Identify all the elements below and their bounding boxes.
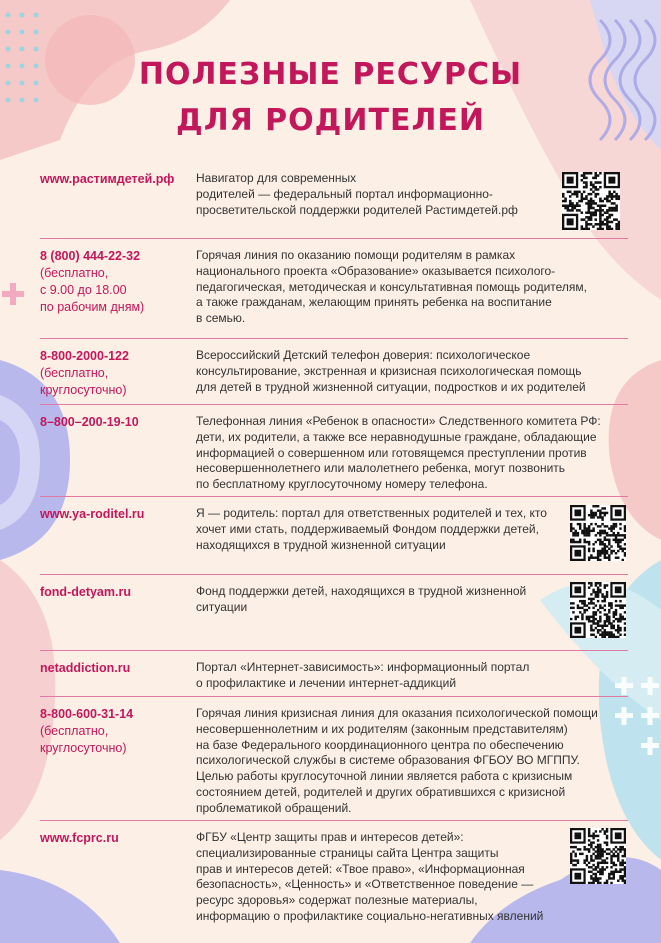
divider	[40, 820, 628, 821]
divider	[40, 696, 628, 697]
resource-phone-parents-hotline[interactable]: 8 (800) 444-22-32	[40, 249, 141, 263]
resource-description: Всероссийский Детский телефон доверия: психологическое консультирование, экстренная и кризисная психологическая помощь для детей в трудной жизненной ситуации, подростков и их родителей	[196, 348, 586, 394]
divider	[40, 574, 628, 575]
resource-description: Навигатор для современных родителей — федеральный портал информационно- просветительской поддержки родителей Растимдетей.рф	[196, 171, 518, 217]
resource-description: Фонд поддержки детей, находящихся в трудной жизненной ситуации	[196, 584, 527, 614]
resource-description: Телефонная линия «Ребенок в опасности» Следственного комитета РФ: дети, их родители, а также все неравнодушные граждане, обладающие информацией о совершенном или готовящемся преступлении против несовершеннолетнего или малолетнего ребенка, могут позвонить по бесплатному круглосуточному номеру телефона.	[196, 414, 601, 492]
resource-description: Я — родитель: портал для ответственных родителей и тех, кто хочет ими стать, поддерживаемый Фондом поддержки детей, находящихся в трудной жизненной ситуации	[196, 506, 547, 552]
divider	[40, 496, 628, 497]
resource-phone-child-in-danger[interactable]: 8–800–200-19-10	[40, 415, 139, 429]
divider	[40, 338, 628, 339]
qr-code-icon[interactable]	[570, 582, 626, 638]
qr-code-icon[interactable]	[570, 505, 626, 561]
resource-description: ФГБУ «Центр защиты прав и интересов детей»: специализированные страницы сайта Центра защиты прав и интересов детей: «Твое право», «Информационная безопасность», «Ценность» и «Ответственное поведение — ресурс здоровья» содержат полезные материалы, информацию о профилактике социально-негативных явлений	[196, 830, 544, 923]
resource-description: Портал «Интернет-зависимость»: информационный портал о профилактике и лечении интернет-аддикций	[196, 660, 530, 690]
resource-link-netaddiction[interactable]: netaddiction.ru	[40, 661, 131, 675]
divider	[40, 404, 628, 405]
divider	[40, 238, 628, 239]
qr-code-icon[interactable]	[562, 172, 620, 230]
page-title	[0, 52, 661, 144]
resource-link-rastimdetey[interactable]: www.растимдетей.рф	[40, 172, 175, 186]
resource-description: Горячая линия кризисная линия для оказания психологической помощи несовершеннолетним и их родителям (законным представителям) на базе Федерального координационного центра по обеспечению психологической службы в системе образования ФГБОУ ВО МГППУ. Целью работы круглосуточной линии является работа с кризисным состоянием детей, родителей и других обратившихся с кризисной проблематикой обращений.	[196, 706, 598, 815]
resource-phone-children-helpline[interactable]: 8-800-2000-122	[40, 349, 129, 363]
page-title-line-1: ПОЛЕЗНЫЕ РЕСУРСЫ	[138, 57, 523, 92]
resource-link-fond-detyam[interactable]: fond-detyam.ru	[40, 585, 131, 599]
divider	[40, 650, 628, 651]
resource-link-ya-roditel[interactable]: www.ya-roditel.ru	[40, 507, 145, 521]
page-title-line-2: ДЛЯ РОДИТЕЛЕЙ	[176, 103, 485, 138]
qr-code-icon[interactable]	[570, 828, 626, 884]
resource-link-fcprc[interactable]: www.fcprc.ru	[40, 831, 119, 845]
resource-description: Горячая линия по оказанию помощи родителям в рамках национального проекта «Образование» оказывается психолого- педагогическая, методическая и консультативная помощь родителям, а также гражданам, желающим принять ребенка на воспитание в семью.	[196, 248, 587, 326]
resource-phone-crisis-line[interactable]: 8-800-600-31-14	[40, 707, 134, 721]
